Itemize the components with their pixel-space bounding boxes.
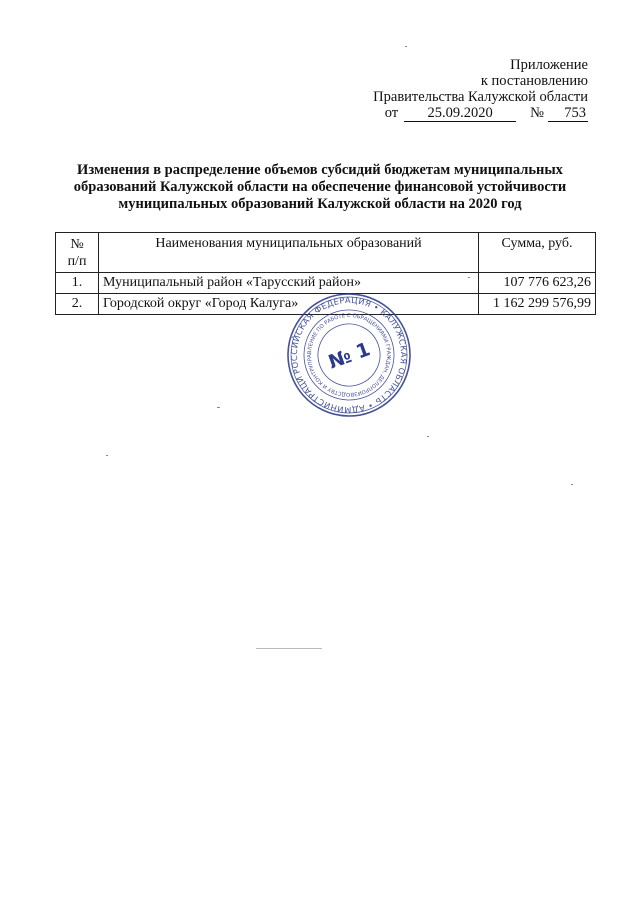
appendix-resolution: к постановлению (480, 73, 588, 89)
scan-speck (106, 455, 108, 456)
title-line-3: муниципальных образований Калужской области на 2020 год (118, 196, 522, 212)
header-number-line-2: п/п (67, 254, 87, 269)
document-title (60, 162, 580, 213)
appendix-label: Приложение (510, 57, 588, 73)
scan-speck (427, 436, 429, 437)
title-line-1: Изменения в распределение объемов субсидий бюджетам муниципальных (77, 162, 563, 178)
resolution-date: 25.09.2020 (404, 106, 516, 122)
number-sign: № (530, 105, 544, 121)
table-header-row (56, 233, 596, 273)
header-number-line-1: № (70, 237, 84, 252)
appendix-date-line (373, 105, 588, 122)
header-number (56, 233, 99, 273)
from-label: от (384, 105, 399, 121)
row-number: 1. (56, 273, 99, 294)
scan-speck (571, 484, 573, 485)
scan-speck (256, 648, 322, 649)
row-name: Муниципальный район «Тарусский район» (99, 273, 479, 294)
table-row (56, 273, 596, 294)
header-name: Наименования муниципальных образований (99, 233, 479, 273)
scan-speck (405, 46, 407, 47)
seal-inner-text: УПРАВЛЕНИЕ ПО РАБОТЕ С ОБРАЩЕНИЯМИ ГРАЖДАН, ДЕЛОПРОИЗВОДСТВУ И КОНТРОЛЮ (306, 312, 392, 398)
appendix-header (373, 57, 588, 122)
seal-outer-text: РОССИЙСКАЯ ФЕДЕРАЦИЯ • КАЛУЖСКАЯ ОБЛАСТЬ • АДМИНИСТРАЦИЯ (288, 294, 410, 416)
resolution-number: 753 (548, 106, 588, 122)
title-line-2: образований Калужской области на обеспечение финансовой устойчивости (73, 179, 567, 195)
row-sum: 107 776 623,26 (479, 273, 596, 294)
scan-speck (468, 277, 470, 278)
scan-speck (217, 407, 220, 408)
appendix-government: Правительства Калужской области (373, 89, 588, 105)
header-sum: Сумма, руб. (479, 233, 596, 273)
row-number: 2. (56, 294, 99, 315)
official-seal (286, 292, 412, 418)
seal-number: № 1 (325, 338, 374, 374)
row-sum: 1 162 299 576,99 (479, 294, 596, 315)
row-name: Городской округ «Город Калуга» (99, 294, 479, 315)
